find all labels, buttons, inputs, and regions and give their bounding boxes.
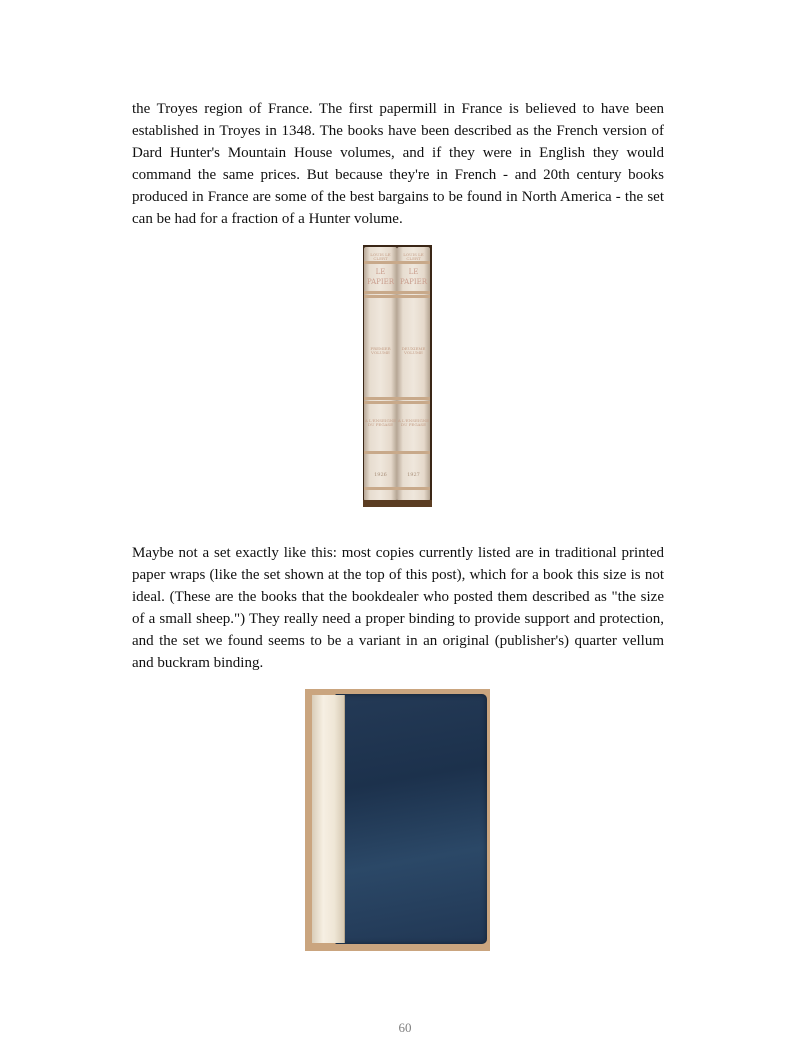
spine-volume-label: PREMIER VOLUME — [370, 346, 391, 355]
spine-year: 1927 — [407, 472, 420, 478]
spine-volume-1 — [364, 247, 397, 501]
spine-author: LOUIS LE CLERT — [370, 252, 391, 261]
spine-title-article: LE — [408, 268, 419, 276]
book-spines-photo — [363, 245, 432, 507]
spine-title: PAPIER — [367, 278, 394, 286]
page-number: 60 — [398, 1020, 412, 1035]
spine-author: LOUIS LE CLERT — [403, 252, 424, 261]
spine-publisher: A L'ENSEIGNE DU PEGASE — [364, 418, 397, 427]
spine-year: 1926 — [374, 472, 387, 478]
spine-volume-2 — [397, 247, 430, 501]
spine-volume-label: DEUXIEME VOLUME — [401, 346, 426, 355]
vellum-spine — [312, 695, 345, 943]
spine-title-article: LE — [375, 268, 386, 276]
buckram-cover — [335, 694, 487, 944]
spine-title: PAPIER — [400, 278, 427, 286]
book-cover-photo — [305, 689, 490, 951]
body-paragraph-1: the Troyes region of France. The first papermill in France is believed to have been established in Troyes in 1348. The books have been described as the French version of Dard Hunter's Mountain House volumes, and if they were in English they would command the same prices. But because they're in French - and 20th century books produced in France are some of the best bargains to be found in North America - the set can be had for a fraction of a Hunter volume. — [132, 101, 664, 227]
spine-publisher: A L'ENSEIGNE DU PEGASE — [397, 418, 430, 427]
body-paragraph-2: Maybe not a set exactly like this: most copies currently listed are in traditional printed paper wraps (like the set shown at the top of this post), which for a book this size is not ideal. (These are the books that the bookdealer who posted them described as "the size of a small sheep.") They really need a proper binding to provide support and protection, and the set we found seems to be a variant in an original (publisher's) quarter vellum and buckram binding. — [132, 545, 664, 671]
shelf — [363, 500, 432, 507]
